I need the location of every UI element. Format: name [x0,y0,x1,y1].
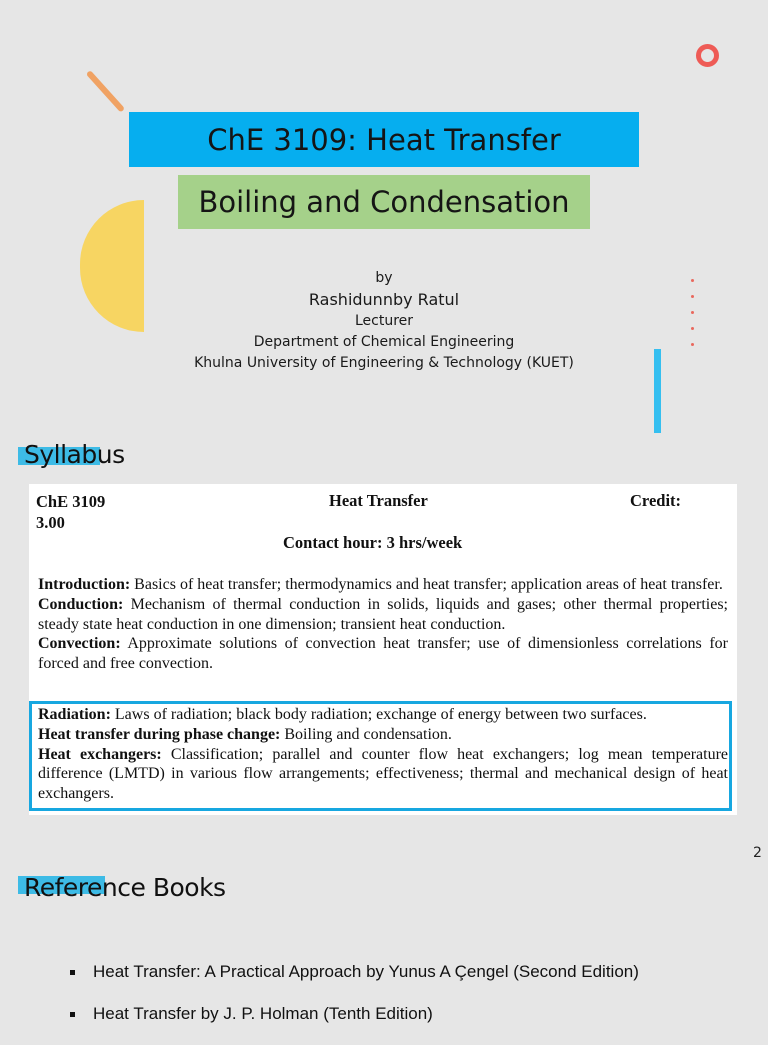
author-block [0,268,768,374]
contact-hour: Contact hour: 3 hrs/week [283,533,463,552]
author-department: Department of Chemical Engineering [253,334,515,350]
section-radiation: Radiation: Laws of radiation; black body radiation; exchange of energy between two surfaces. [38,706,647,723]
author-university: Khulna University of Engineering & Technology (KUET) [194,355,574,371]
reference-text: Heat Transfer by J. P. Holman (Tenth Edition) [93,1004,433,1023]
credit-value: 3.00 [36,513,65,532]
syllabus-image [29,484,737,815]
syllabus-heading: Syllabus [24,440,125,469]
course-code: ChE 3109 [36,492,106,511]
red-ring-decoration [696,44,719,67]
list-item [70,961,639,983]
author-position: Lecturer [354,313,414,329]
section-introduction: Introduction: Basics of heat transfer; thermodynamics and heat transfer; application areas of heat transfer. [38,576,723,593]
section-convection: Convection: Approximate solutions of convection heat transfer; use of dimensionless correlations for forced and free convection. [38,635,728,673]
section-conduction: Conduction: Mechanism of thermal conduction in solids, liquids and gases; other thermal properties; steady state heat conduction in one dimension; transient heat conduction. [38,595,728,633]
page-number: 2 [753,845,762,861]
reference-text: Heat Transfer: A Practical Approach by Yunus A Çengel (Second Edition) [93,962,639,981]
highlight-box [29,701,732,811]
author-name: Rashidunnby Ratul [308,290,460,309]
topic-title: Boiling and Condensation [198,185,570,219]
course-name: Heat Transfer [329,491,428,510]
references-heading: Reference Books [24,873,226,902]
section-phase-change: Heat transfer during phase change: Boiling and condensation. [38,725,452,743]
list-item [70,1003,639,1025]
course-title: ChE 3109: Heat Transfer [207,122,561,157]
reference-list [70,961,639,1045]
topic-banner [178,175,590,229]
author-by: by [375,270,393,286]
orange-diagonal-line [86,70,125,113]
credit-label: Credit: [630,491,682,510]
section-heat-exchangers: Heat exchangers: Classification; parallel and counter flow heat exchangers; log mean temperature difference (LMTD) in various flow arrangements; effectiveness; thermal and mechanical design of heat exchangers. [38,745,728,803]
syllabus-upper-sections [38,575,728,674]
bullet-icon [70,970,75,975]
bullet-icon [70,1012,75,1017]
course-title-banner [129,112,639,167]
